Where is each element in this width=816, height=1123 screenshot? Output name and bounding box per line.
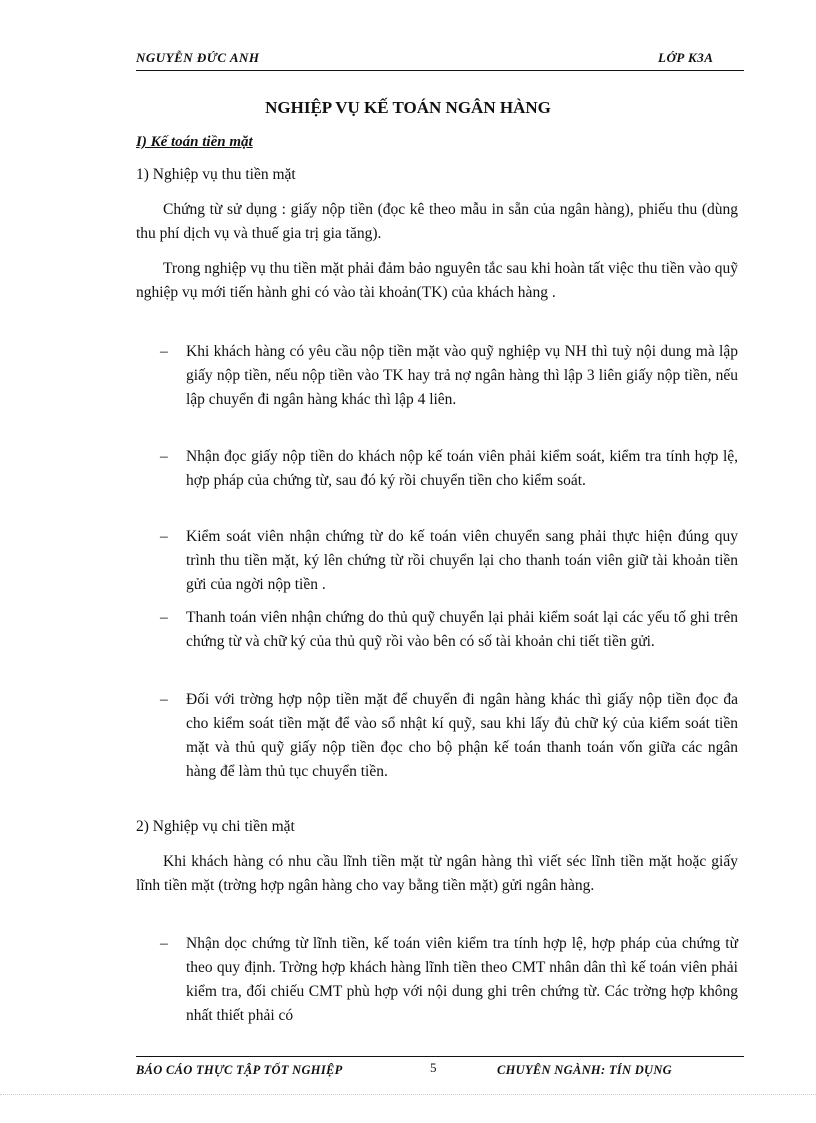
bullet-dash: – xyxy=(160,528,168,545)
list-item xyxy=(136,688,738,784)
header-author: NGUYỄN ĐỨC ANH xyxy=(136,50,260,65)
page-title: NGHIỆP VỤ KẾ TOÁN NGÂN HÀNG xyxy=(265,98,551,117)
list-item xyxy=(136,445,738,493)
bullet-dash: – xyxy=(160,691,168,708)
paragraph-withdrawal xyxy=(136,850,738,898)
bullet-dash: – xyxy=(160,343,168,360)
list-item xyxy=(136,606,738,654)
section-heading: I) Kế toán tiền mặt xyxy=(136,134,253,150)
list-item xyxy=(136,340,738,412)
footer-divider xyxy=(136,1056,744,1057)
bullet-dash: – xyxy=(160,935,168,952)
list-item-text: Nhận dọc chứng từ lĩnh tiền, kế toán viên kiểm tra tính hợp lệ, hợp pháp của chứng từ theo quy định. Trờng hợp khách hàng lĩnh tiền theo CMT nhân dân thì kế toán viên phải kiểm tra, đối chiếu CMT phù hợp với nội dung ghi trên chứng từ. Các trờng hợp không nhất thiết phải có xyxy=(186,935,738,1024)
list-item-text: Đối với trờng hợp nộp tiền mặt để chuyển đi ngân hàng khác thì giấy nộp tiền đọc đa cho kiểm soát tiền mặt để vào sổ nhật kí quỹ, sau khi lấy đủ chữ ký của kiểm soát tiền mặt và thủ quỹ giấy nộp tiền đọc cho bộ phận kế toán thanh toán vốn giữa các ngân hàng để làm thủ tục chuyển tiền. xyxy=(186,691,738,780)
page-number: 5 xyxy=(430,1060,437,1075)
list-item-text: Kiểm soát viên nhận chứng từ do kế toán viên chuyển sang phải thực hiện đúng quy trình thu tiền mặt, ký lên chứng từ rồi chuyển lại cho thanh toán viên giữ tài khoản tiền gửi của ngời nộp tiền . xyxy=(186,528,738,593)
paragraph-text: Trong nghiệp vụ thu tiền mặt phải đảm bảo nguyên tắc sau khi hoàn tất việc thu tiền vào quỹ nghiệp vụ mới tiến hành ghi có vào tài khoản(TK) của khách hàng . xyxy=(136,260,738,301)
paragraph-documents xyxy=(136,198,738,246)
list-item-text: Thanh toán viên nhận chứng do thủ quỹ chuyển lại phải kiểm soát lại các yếu tố ghi trên chứng từ và chữ ký của thủ quỹ rồi vào bên có số tài khoản chi tiết tiền gửi. xyxy=(186,609,738,650)
header-class: LỚP K3A xyxy=(658,50,714,65)
footer-major: CHUYÊN NGÀNH: TÍN DỤNG xyxy=(497,1063,673,1077)
list-item-text: Nhận đọc giấy nộp tiền do khách nộp kế toán viên phải kiểm soát, kiểm tra tính hợp lệ, hợp pháp của chứng từ, sau đó ký rồi chuyển tiền cho kiểm soát. xyxy=(186,448,738,489)
subheading-cash-payment: 2) Nghiệp vụ chi tiền mặt xyxy=(136,818,295,835)
header-divider xyxy=(136,70,744,71)
list-item-text: Khi khách hàng có yêu cầu nộp tiền mặt vào quỹ nghiệp vụ NH thì tuỳ nội dung mà lập giấy nộp tiền, nếu nộp tiền vào TK hay trả nợ ngân hàng thì lập 3 liên giấy nộp tiền, nếu lập chuyển đi ngân hàng khác thì lập 4 liên. xyxy=(186,343,738,408)
list-item xyxy=(136,932,738,1028)
paragraph-text: Chứng từ sử dụng : giấy nộp tiền (đọc kê theo mẫu in sẵn của ngân hàng), phiếu thu (dùng thu phí dịch vụ và thuế gia trị gia tăng). xyxy=(136,201,738,242)
paragraph-text: Khi khách hàng có nhu cầu lĩnh tiền mặt từ ngân hàng thì viết séc lĩnh tiền mặt hoặc giấy lĩnh tiền mặt (trờng hợp ngân hàng cho vay bằng tiền mặt) gửi ngân hàng. xyxy=(136,853,738,894)
subheading-cash-receipt: 1) Nghiệp vụ thu tiền mặt xyxy=(136,166,296,183)
footer-report-title: BÁO CÁO THỰC TẬP TỐT NGHIỆP xyxy=(136,1063,343,1077)
bullet-dash: – xyxy=(160,448,168,465)
page-bottom-edge xyxy=(0,1094,816,1095)
paragraph-principle xyxy=(136,257,738,305)
bullet-dash: – xyxy=(160,609,168,626)
list-item xyxy=(136,525,738,597)
